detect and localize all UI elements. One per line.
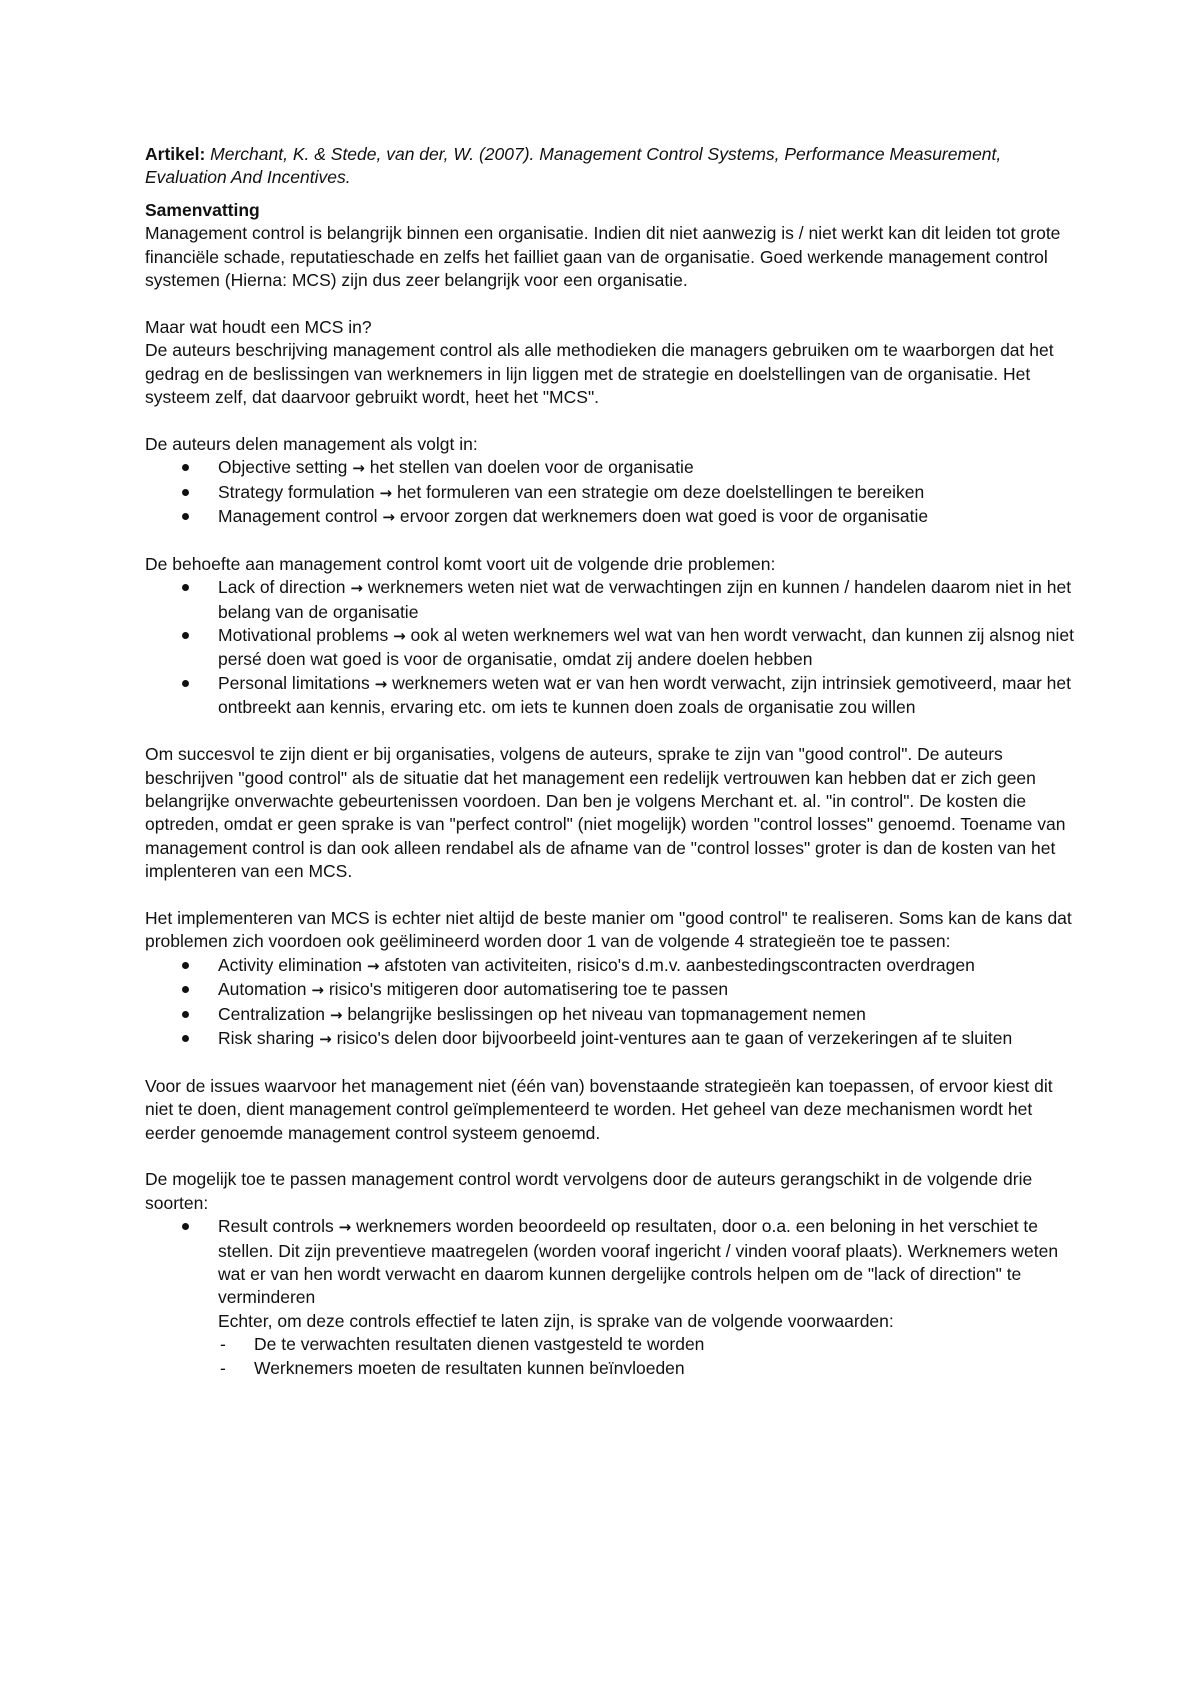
problems-list	[145, 576, 1075, 719]
right-arrow-icon: →	[366, 956, 380, 975]
management-intro: De auteurs delen management als volgt in:	[145, 433, 478, 454]
list-item: Personal limitations → werknemers weten wat er van hen wordt verwacht, zijn intrinsiek gemotiveerd, maar het ontbreekt aan kennis, ervaring etc. om iets te kunnen doen zoals de organisatie zou willen	[145, 672, 1075, 720]
definition-paragraph: De auteurs beschrijving management control als alle methodieken die managers gebruiken om te waarborgen dat het gedrag en de beslissingen van werknemers in lijn liggen met de strategie en doelstellingen van de organisatie. Het systeem zelf, dat daarvoor gebruikt wordt, heet het "MCS".	[145, 340, 1054, 408]
list-item: Strategy formulation → het formuleren van een strategie om deze doelstellingen te bereiken	[145, 481, 1075, 505]
bullet-icon	[182, 1223, 189, 1230]
summary-heading: Samenvatting	[145, 199, 260, 220]
question-line: Maar wat houdt een MCS in?	[145, 316, 372, 337]
bullet-icon	[182, 464, 189, 471]
issues-paragraph: Voor de issues waarvoor het management niet (één van) bovenstaande strategieën kan toepassen, of ervoor kiest dit niet te doen, dient management control geïmplementeerd te worden. Het geheel van deze mechanismen wordt het eerder genoemde management control systeem genoemd.	[145, 1075, 1053, 1143]
right-arrow-icon: →	[382, 508, 395, 527]
list-item: Risk sharing → risico's delen door bijvoorbeeld joint-ventures aan te gaan of verzekeringen af te sluiten	[145, 1027, 1075, 1051]
list-item: Motivational problems → ook al weten werknemers wel wat van hen wordt verwacht, dan kunnen zij alsnog niet persé doen wat goed is voor de organisatie, omdat zij andere doelen hebben	[145, 624, 1075, 672]
list-item: Activity elimination → afstoten van activiteiten, risico's d.m.v. aanbestedingscontracten overdragen	[145, 954, 1075, 978]
bullet-icon	[182, 962, 189, 969]
strategies-list	[145, 954, 1075, 1052]
article-citation	[145, 143, 1075, 190]
article-reference: Merchant, K. & Stede, van der, W. (2007). Management Control Systems, Performance Measurement, Evaluation And Incentives.	[145, 144, 1002, 188]
good-control-paragraph: Om succesvol te zijn dient er bij organisaties, volgens de auteurs, sprake te zijn van "good control". De auteurs beschrijven "good control" als de situatie dat het management een redelijk vertrouwen kan hebben dat er zich geen belangrijke onverwachte gebeurtenissen voordoen. Dan ben je volgens Merchant et. al. "in control". De kosten die optreden, omdat er geen sprake is van "perfect control" (niet mogelijk) worden "control losses" genoemd. Toename van management control is dan ook alleen rendabel als de afname van de "control losses" groter is dan de kosten van het implenteren van een MCS.	[145, 744, 1066, 882]
right-arrow-icon: →	[350, 579, 363, 598]
bullet-icon	[182, 986, 189, 993]
bullet-icon	[182, 489, 189, 496]
dash-icon: -	[220, 1334, 226, 1355]
bullet-icon	[182, 632, 189, 639]
controls-intro: De mogelijk toe te passen management control wordt vervolgens door de auteurs gerangschikt in de volgende drie soorten:	[145, 1169, 1033, 1213]
right-arrow-icon: →	[338, 1218, 352, 1237]
dash-icon: -	[220, 1357, 226, 1378]
bullet-icon	[182, 1011, 189, 1018]
list-item: Centralization → belangrijke beslissingen op het niveau van topmanagement nemen	[145, 1003, 1075, 1027]
list-item: Result controls → werknemers worden beoordeeld op resultaten, door o.a. een beloning in het verschiet te stellen. Dit zijn preventieve maatregelen (worden vooraf ingericht / vinden vooraf plaats). Werknemers weten wat er van hen wordt verwacht en daarom kunnen dergelijke controls helpen om de "lack of direction" te verminderen Echter, om deze controls effectief te laten zijn, is sprake van de volgende voorwaarden: - De te verwachten resultaten dienen vastgesteld te worden - Werknemers moeten de resultaten kunnen beïnvloeden	[145, 1215, 1075, 1380]
right-arrow-icon: →	[319, 1029, 332, 1048]
management-list	[145, 456, 1075, 529]
right-arrow-icon: →	[393, 627, 406, 646]
right-arrow-icon: →	[352, 459, 365, 478]
result-conditions-list	[218, 1333, 1075, 1380]
list-item: - De te verwachten resultaten dienen vastgesteld te worden	[218, 1333, 1075, 1356]
intro-paragraph: Management control is belangrijk binnen een organisatie. Indien dit niet aanwezig is / niet werkt kan dit leiden tot grote financiële schade, reputatieschade en zelfs het failliet gaan van de organisatie. Goed werkende management control systemen (Hierna: MCS) zijn dus zeer belangrijk voor een organisatie.	[145, 223, 1061, 291]
bullet-icon	[182, 1035, 189, 1042]
problems-intro: De behoefte aan management control komt voort uit de volgende drie problemen:	[145, 553, 776, 574]
article-label: Artikel:	[145, 144, 206, 164]
bullet-icon	[182, 513, 189, 520]
list-item: - Werknemers moeten de resultaten kunnen beïnvloeden	[218, 1357, 1075, 1380]
strategies-intro: Het implementeren van MCS is echter niet altijd de beste manier om "good control" te realiseren. Soms kan de kans dat problemen zich voordoen ook geëlimineerd worden door 1 van de volgende 4 strategieën toe te passen:	[145, 907, 1072, 952]
right-arrow-icon: →	[379, 483, 393, 502]
controls-list	[145, 1215, 1075, 1380]
list-item: Objective setting → het stellen van doelen voor de organisatie	[145, 456, 1075, 480]
right-arrow-icon: →	[311, 981, 324, 1000]
bullet-icon	[182, 680, 189, 687]
list-item: Lack of direction → werknemers weten niet wat de verwachtingen zijn en kunnen / handelen daarom niet in het belang van de organisatie	[145, 576, 1075, 624]
bullet-icon	[182, 584, 189, 591]
list-item: Automation → risico's mitigeren door automatisering toe te passen	[145, 978, 1075, 1002]
document-page	[145, 143, 1075, 1380]
list-item: Management control → ervoor zorgen dat werknemers doen wat goed is voor de organisatie	[145, 505, 1075, 529]
result-conditions-intro: Echter, om deze controls effectief te laten zijn, is sprake van de volgende voorwaarden:	[218, 1310, 894, 1331]
right-arrow-icon: →	[374, 674, 388, 693]
right-arrow-icon: →	[329, 1005, 343, 1024]
